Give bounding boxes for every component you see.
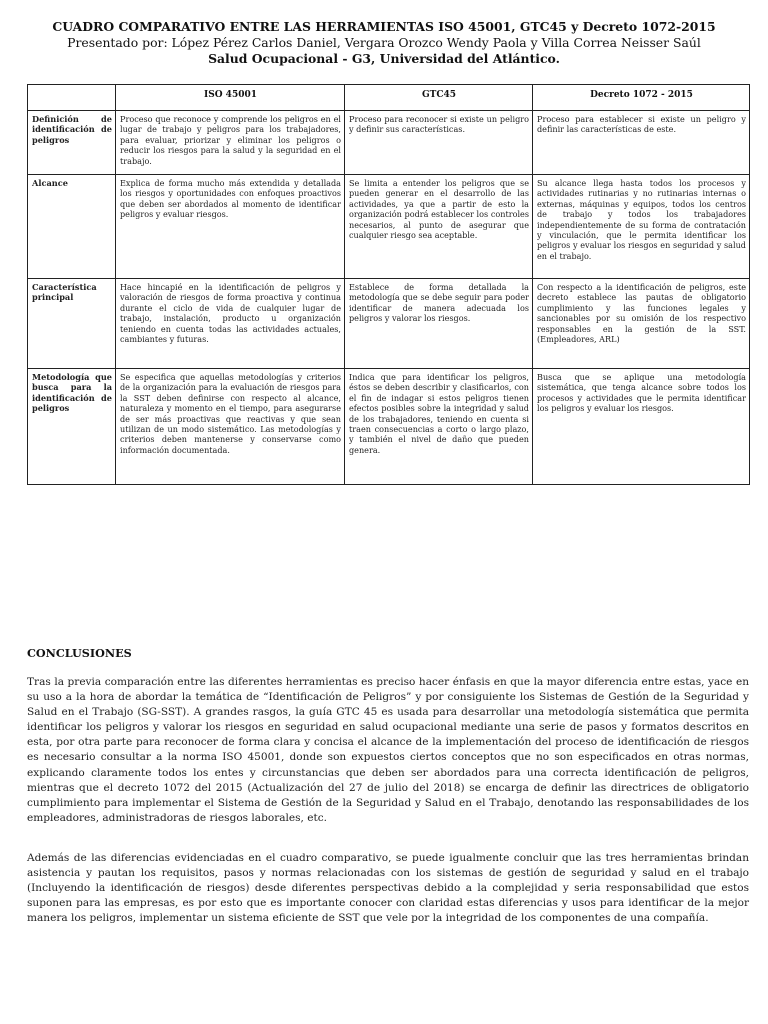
header-cell-empty xyxy=(28,85,116,111)
cell-decreto: Busca que se aplique una metodología sistemática, que tenga alcance sobre todos los procesos y actividades que le permita identificar los peligros y evaluar los riesgos. xyxy=(533,369,750,485)
conclusions-paragraph-1: Tras la previa comparación entre las diferentes herramientas es preciso hacer énfasis en que la mayor diferencia entre estas, yace en su uso a la hora de abordar la temática de “Identificación de Peligros” y por consiguiente los Sistemas de Gestión de la Seguridad y Salud en el Trabajo (SG-SST). A grandes rasgos, la guía GTC 45 es usada para desarrollar una metodología sistemática que permita identificar los peligros y valorar los riesgos en seguridad en salud ocupacional mediante una serie de pasos y formatos descritos en esta, por otra parte para reconocer de forma clara y concisa el alcance de la implementación del proceso de identificación de riesgos es necesario consultar a la norma ISO 45001, donde son expuestos ciertos conceptos que no son especificados en otras normas, explicando claramente todos los entes y circunstancias que deben ser abordados para una correcta identificación de peligros, mientras que el decreto 1072 del 2015 (Actualización del 27 de julio del 2018) se encarga de definir las directrices de obligatorio cumplimiento para implementar el Sistema de Gestión de la Seguridad y Salud en el Trabajo, denotando las responsabilidades de los empleadores, administradoras de riesgos laborales, etc. xyxy=(27,676,749,824)
table-row xyxy=(28,111,750,175)
document-title: CUADRO COMPARATIVO ENTRE LAS HERRAMIENTAS ISO 45001, GTC45 y Decreto 1072-2015 xyxy=(52,19,716,34)
document-header xyxy=(0,18,768,67)
cell-gtc45: Establece de forma detallada la metodología que se debe seguir para poder identificar de manera adecuada los peligros y valorar los riesgos. xyxy=(345,279,533,369)
row-label: Característica principal xyxy=(28,279,116,369)
table-header-row xyxy=(28,85,750,111)
table-row xyxy=(28,175,750,279)
conclusions-paragraph-2: Además de las diferencias evidenciadas en el cuadro comparativo, se puede igualmente concluir que las tres herramientas brindan asistencia y pautan los requisitos, pasos y normas relacionadas con los sistemas de gestión de seguridad y salud en el trabajo (Incluyendo la identificación de riesgos) desde diferentes perspectivas debido a la complejidad y seria responsabilidad que estos suponen para las empresas, es por esto que es importante conocer con claridad estas diferencias y usos para identificar de la mejor manera los peligros, implementar un sistema eficiente de SST que vele por la integridad de los componentes de una compañía. xyxy=(27,852,749,925)
row-label: Metodología que busca para la identificación de peligros xyxy=(28,369,116,485)
cell-gtc45: Indica que para identificar los peligros, éstos se deben describir y clasificarlos, con el fin de indagar si estos peligros tienen efectos posibles sobre la integridad y salud de los trabajadores, teniendo en cuenta si traen consecuencias a corto o largo plazo, y también el nivel de daño que pueden genera. xyxy=(345,369,533,485)
cell-decreto: Proceso para establecer si existe un peligro y definir las características de este. xyxy=(533,111,750,175)
cell-gtc45: Proceso para reconocer si existe un peligro y definir sus características. xyxy=(345,111,533,175)
header-cell-decreto: Decreto 1072 - 2015 xyxy=(533,85,750,111)
header-cell-iso45001: ISO 45001 xyxy=(116,85,345,111)
header-cell-gtc45: GTC45 xyxy=(345,85,533,111)
conclusions-heading: CONCLUSIONES xyxy=(27,646,132,660)
cell-decreto: Su alcance llega hasta todos los procesos y actividades rutinarias y no rutinarias internas o externas, máquinas y equipos, todos los centros de trabajo y todos los trabajadores independientemente de su forma de contratación y vinculación, que le permita identificar los peligros y evaluar los riesgos en seguridad y salud en el trabajo. xyxy=(533,175,750,279)
cell-gtc45: Se limita a entender los peligros que se pueden generar en el desarrollo de las actividades, ya que a partir de esto la organización podrá establecer los controles necesarios, al punto de asegurar que cualquier riesgo sea aceptable. xyxy=(345,175,533,279)
cell-iso45001: Hace hincapié en la identificación de peligros y valoración de riesgos de forma proactiva y continua durante el ciclo de vida de cualquier lugar de trabajo, instalación, producto u organización teniendo en cuenta todas las actividades actuales, cambiantes y futuras. xyxy=(116,279,345,369)
cell-iso45001: Proceso que reconoce y comprende los peligros en el lugar de trabajo y peligros para los trabajadores, para evaluar, priorizar y eliminar los peligros o reducir los riesgos para la salud y la seguridad en el trabajo. xyxy=(116,111,345,175)
authors-line: Presentado por: López Pérez Carlos Daniel, Vergara Orozco Wendy Paola y Villa Correa Neisser Saúl xyxy=(67,35,701,50)
cell-iso45001: Explica de forma mucho más extendida y detallada los riesgos y oportunidades con enfoques proactivos que deben ser abordados al momento de identificar peligros y evaluar riesgos. xyxy=(116,175,345,279)
row-label: Alcance xyxy=(28,175,116,279)
row-label: Definición de identificación de peligros xyxy=(28,111,116,175)
course-line: Salud Ocupacional - G3, Universidad del Atlántico. xyxy=(208,51,560,66)
cell-iso45001: Se especifica que aquellas metodologías y criterios de la organización para la evaluación de riesgos para la SST deben definirse con respecto al alcance, naturaleza y momento en el tiempo, para asegurarse de ser más proactivas que reactivas y que sean utilizan de un modo sistemático. Las metodologías y criterios deben mantenerse y conservarse como información documentada. xyxy=(116,369,345,485)
table-row xyxy=(28,279,750,369)
cell-decreto: Con respecto a la identificación de peligros, este decreto establece las pautas de obligatorio cumplimiento y las funciones legales y sancionables por su omisión de los respectivo responsables en la gestión de la SST. (Empleadores, ARL) xyxy=(533,279,750,369)
table-row xyxy=(28,369,750,485)
comparison-table xyxy=(27,84,750,485)
